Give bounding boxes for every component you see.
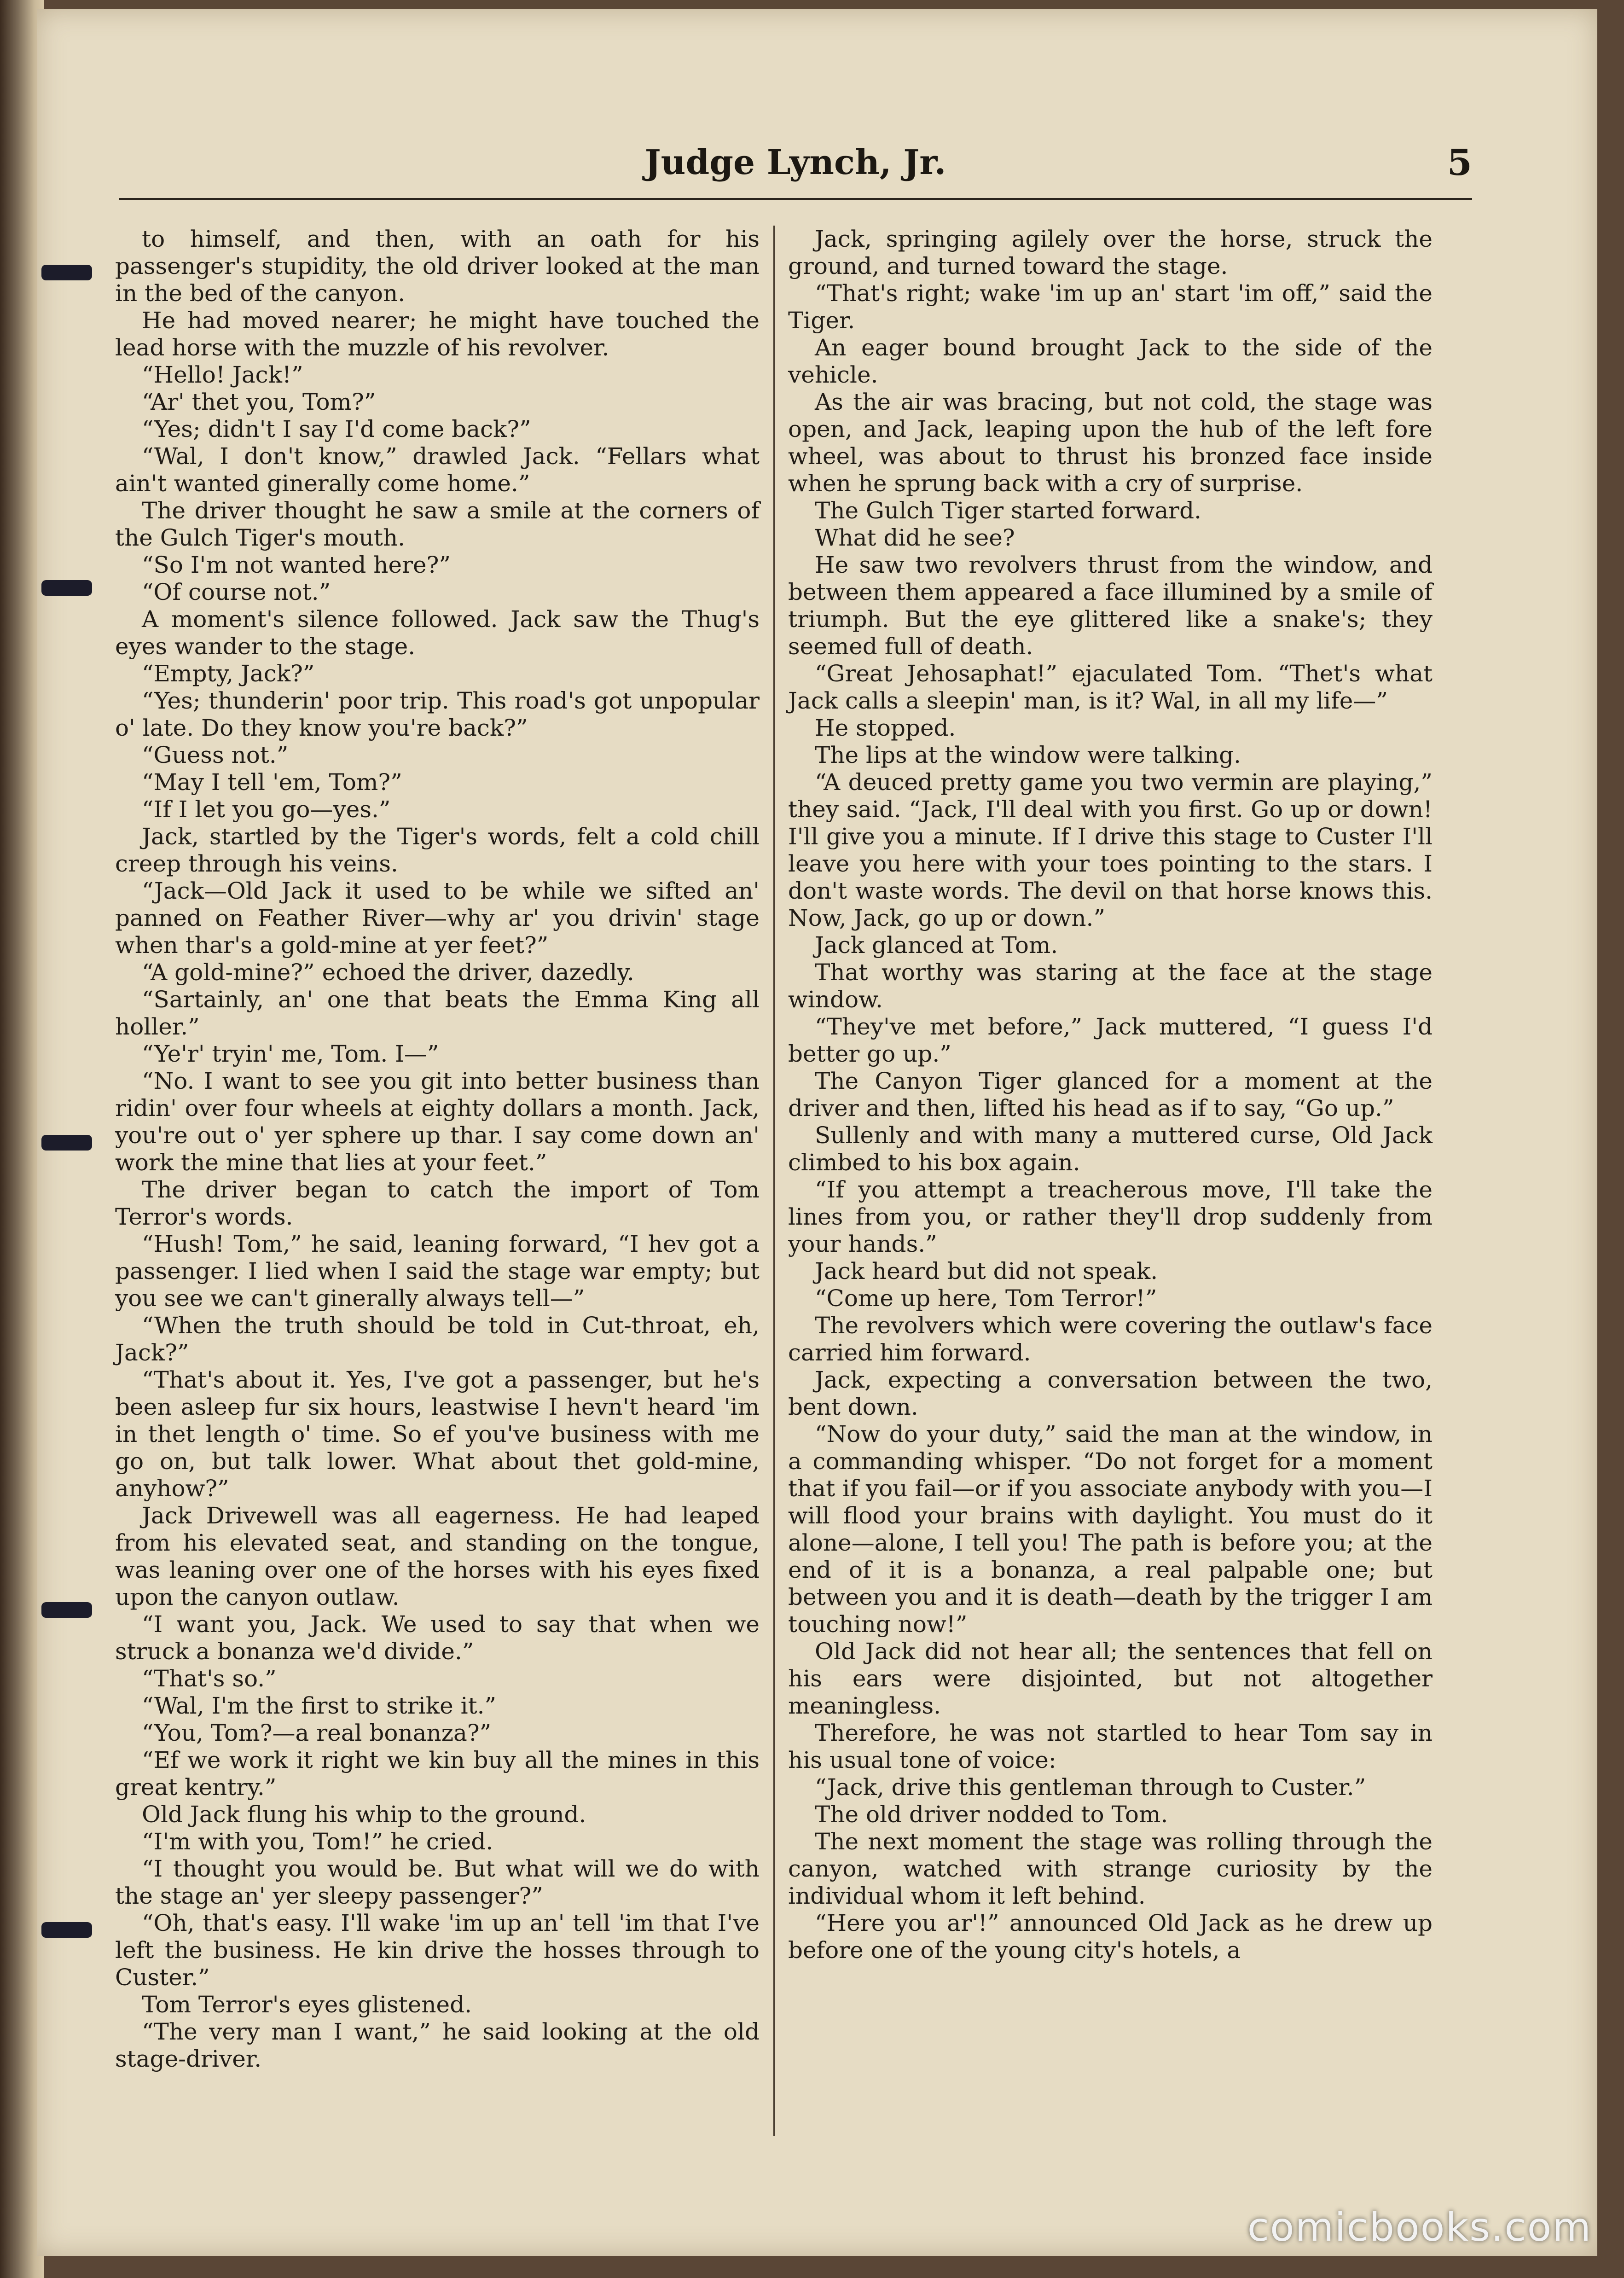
paragraph: The Canyon Tiger glanced for a moment at the driver and then, lifted his head as if to say, “Go up.” xyxy=(788,1068,1433,1122)
paragraph: Jack, springing agilely over the horse, struck the ground, and turned toward the stage. xyxy=(788,226,1433,279)
binding-stitch xyxy=(41,1602,92,1618)
paragraph: Jack, startled by the Tiger's words, felt a cold chill creep through his veins. xyxy=(115,823,760,877)
paragraph: What did he see? xyxy=(815,524,1015,551)
paragraph: As the air was bracing, but not cold, the stage was open, and Jack, leaping upon the hub of the left fore wheel, was about to thrust his bronzed face inside when he sprung back with a cry of surprise. xyxy=(788,389,1433,497)
paragraph: Therefore, he was not startled to hear Tom say in his usual tone of voice: xyxy=(788,1720,1433,1773)
paragraph: “When the truth should be told in Cut-throat, eh, Jack?” xyxy=(115,1312,760,1366)
paragraph: “That's so.” xyxy=(142,1665,277,1692)
paragraph: The driver thought he saw a smile at the corners of the Gulch Tiger's mouth. xyxy=(115,497,760,551)
paragraph: “Ar' thet you, Tom?” xyxy=(142,389,376,415)
paragraph: “Of course not.” xyxy=(142,579,331,605)
paragraph: He had moved nearer; he might have touched the lead horse with the muzzle of his revolver. xyxy=(115,307,760,361)
paragraph: He stopped. xyxy=(815,715,956,741)
paragraph: “Yes; thunderin' poor trip. This road's got unpopular o' late. Do they know you're back?” xyxy=(115,687,760,741)
paragraph: That worthy was staring at the face at the stage window. xyxy=(788,959,1433,1013)
paragraph: “No. I want to see you git into better business than ridin' over four wheels at eighty dollars a month. Jack, you're out o' yer sphere up thar. I say come down an' work the mine that lies at your feet.” xyxy=(115,1068,760,1176)
column-divider xyxy=(773,226,775,2136)
paragraph: “That's about it. Yes, I've got a passenger, but he's been asleep fur six hours, leastwise I hevn't heard 'im in thet length o' time. So ef you've business with me go on, but talk lower. What about thet gold-mine, anyhow?” xyxy=(115,1366,760,1502)
left-text-column xyxy=(115,226,760,2159)
binding-stitch xyxy=(41,1135,92,1151)
paragraph: Sullenly and with many a muttered curse, Old Jack climbed to his box again. xyxy=(788,1122,1433,1176)
paragraph: “That's right; wake 'im up an' start 'im off,” said the Tiger. xyxy=(788,280,1433,334)
paragraph: “I want you, Jack. We used to say that when we struck a bonanza we'd divide.” xyxy=(115,1611,760,1665)
paragraph: A moment's silence followed. Jack saw the Thug's eyes wander to the stage. xyxy=(115,606,760,660)
paragraph: Old Jack did not hear all; the sentences that fell on his ears were disjointed, but not altogether meaningless. xyxy=(788,1638,1433,1719)
binding-stitch xyxy=(41,580,92,596)
right-text-column xyxy=(788,226,1433,2159)
paragraph: “Wal, I don't know,” drawled Jack. “Fellars what ain't wanted ginerally come home.” xyxy=(115,443,760,497)
paragraph: Tom Terror's eyes glistened. xyxy=(142,1991,472,2018)
paragraph: to himself, and then, with an oath for his passenger's stupidity, the old driver looked at the man in the bed of the canyon. xyxy=(115,226,760,307)
paragraph: “Oh, that's easy. I'll wake 'im up an' tell 'im that I've left the business. He kin drive the hosses through to Custer.” xyxy=(115,1910,760,1991)
running-header xyxy=(119,134,1472,200)
paragraph: “A deuced pretty game you two vermin are playing,” they said. “Jack, I'll deal with you first. Go up or down! I'll give you a minute. If I drive this stage to Custer I'll leave you here with your toes pointing to the stars. I don't waste words. The devil on that horse knows this. Now, Jack, go up or down.” xyxy=(788,769,1433,931)
paragraph: The Gulch Tiger started forward. xyxy=(815,497,1201,524)
paragraph: The revolvers which were covering the outlaw's face carried him forward. xyxy=(788,1312,1433,1366)
paragraph: The lips at the window were talking. xyxy=(815,742,1241,768)
paragraph: “So I'm not wanted here?” xyxy=(142,552,451,578)
paragraph: The driver began to catch the import of Tom Terror's words. xyxy=(115,1176,760,1230)
paragraph: The next moment the stage was rolling through the canyon, watched with strange curiosity by the individual whom it left behind. xyxy=(788,1828,1433,1909)
watermark-logo: comicbooks.com xyxy=(1247,2204,1592,2250)
paragraph: “Yes; didn't I say I'd come back?” xyxy=(142,416,531,442)
paragraph: “A gold-mine?” echoed the driver, dazedly. xyxy=(142,959,634,986)
paragraph: “If you attempt a treacherous move, I'll take the lines from you, or rather they'll drop suddenly from your hands.” xyxy=(788,1176,1433,1257)
paragraph: “Sartainly, an' one that beats the Emma King all holler.” xyxy=(115,986,760,1040)
paragraph: “The very man I want,” he said looking at the old stage-driver. xyxy=(115,2018,760,2072)
paragraph: “Here you ar'!” announced Old Jack as he drew up before one of the young city's hotels, a xyxy=(788,1910,1433,1964)
paragraph: “I thought you would be. But what will we do with the stage an' yer sleepy passenger?” xyxy=(115,1855,760,1909)
paragraph: “You, Tom?—a real bonanza?” xyxy=(142,1720,492,1746)
paragraph: “Now do your duty,” said the man at the window, in a commanding whisper. “Do not forget for a moment that if you fail—or if you associate anybody with you—I will flood your brains with daylight. You must do it alone—alone, I tell you! The path is before you; at the end of it is a bonanza, a real palpable one; but between you and it is death—death by the trigger I am touching now!” xyxy=(788,1421,1433,1638)
binding-stitch xyxy=(41,265,92,280)
paragraph: An eager bound brought Jack to the side of the vehicle. xyxy=(788,334,1433,388)
paragraph: The old driver nodded to Tom. xyxy=(815,1801,1168,1828)
paragraph: “Guess not.” xyxy=(142,742,289,768)
paragraph: “I'm with you, Tom!” he cried. xyxy=(142,1828,493,1855)
paragraph: He saw two revolvers thrust from the window, and between them appeared a face illumined by a smile of triumph. But the eye glittered like a snake's; they seemed full of death. xyxy=(788,552,1433,660)
book-page xyxy=(37,9,1597,2256)
paragraph: Jack heard but did not speak. xyxy=(815,1258,1158,1284)
paragraph: Jack glanced at Tom. xyxy=(815,932,1058,959)
paragraph: “Empty, Jack?” xyxy=(142,660,315,687)
paragraph: Old Jack flung his whip to the ground. xyxy=(142,1801,586,1828)
paragraph: “Hello! Jack!” xyxy=(142,361,303,388)
paragraph: “Ef we work it right we kin buy all the mines in this great kentry.” xyxy=(115,1747,760,1801)
paragraph: Jack Drivewell was all eagerness. He had leaped from his elevated seat, and standing on the tongue, was leaning over one of the horses with his eyes fixed upon the canyon outlaw. xyxy=(115,1502,760,1610)
paragraph: Jack, expecting a conversation between the two, bent down. xyxy=(788,1366,1433,1420)
paragraph: “May I tell 'em, Tom?” xyxy=(142,769,402,796)
paragraph: “They've met before,” Jack muttered, “I guess I'd better go up.” xyxy=(788,1013,1433,1067)
binding-stitch xyxy=(41,1922,92,1938)
running-title: Judge Lynch, Jr. xyxy=(644,143,946,182)
paragraph: “Hush! Tom,” he said, leaning forward, “I hev got a passenger. I lied when I said the stage war empty; but you see we can't ginerally always tell—” xyxy=(115,1231,760,1312)
paragraph: “If I let you go—yes.” xyxy=(142,796,391,823)
paragraph: “Jack—Old Jack it used to be while we sifted an' panned on Feather River—why ar' you drivin' stage when thar's a gold-mine at yer feet?” xyxy=(115,877,760,959)
paragraph: “Great Jehosaphat!” ejaculated Tom. “Thet's what Jack calls a sleepin' man, is it? Wal, in all my life—” xyxy=(788,660,1433,714)
paragraph: “Wal, I'm the first to strike it.” xyxy=(142,1692,497,1719)
page-number: 5 xyxy=(1447,142,1472,184)
paragraph: “Ye'r' tryin' me, Tom. I—” xyxy=(142,1040,439,1067)
paragraph: “Jack, drive this gentleman through to Custer.” xyxy=(815,1774,1366,1801)
paragraph: “Come up here, Tom Terror!” xyxy=(815,1285,1157,1312)
